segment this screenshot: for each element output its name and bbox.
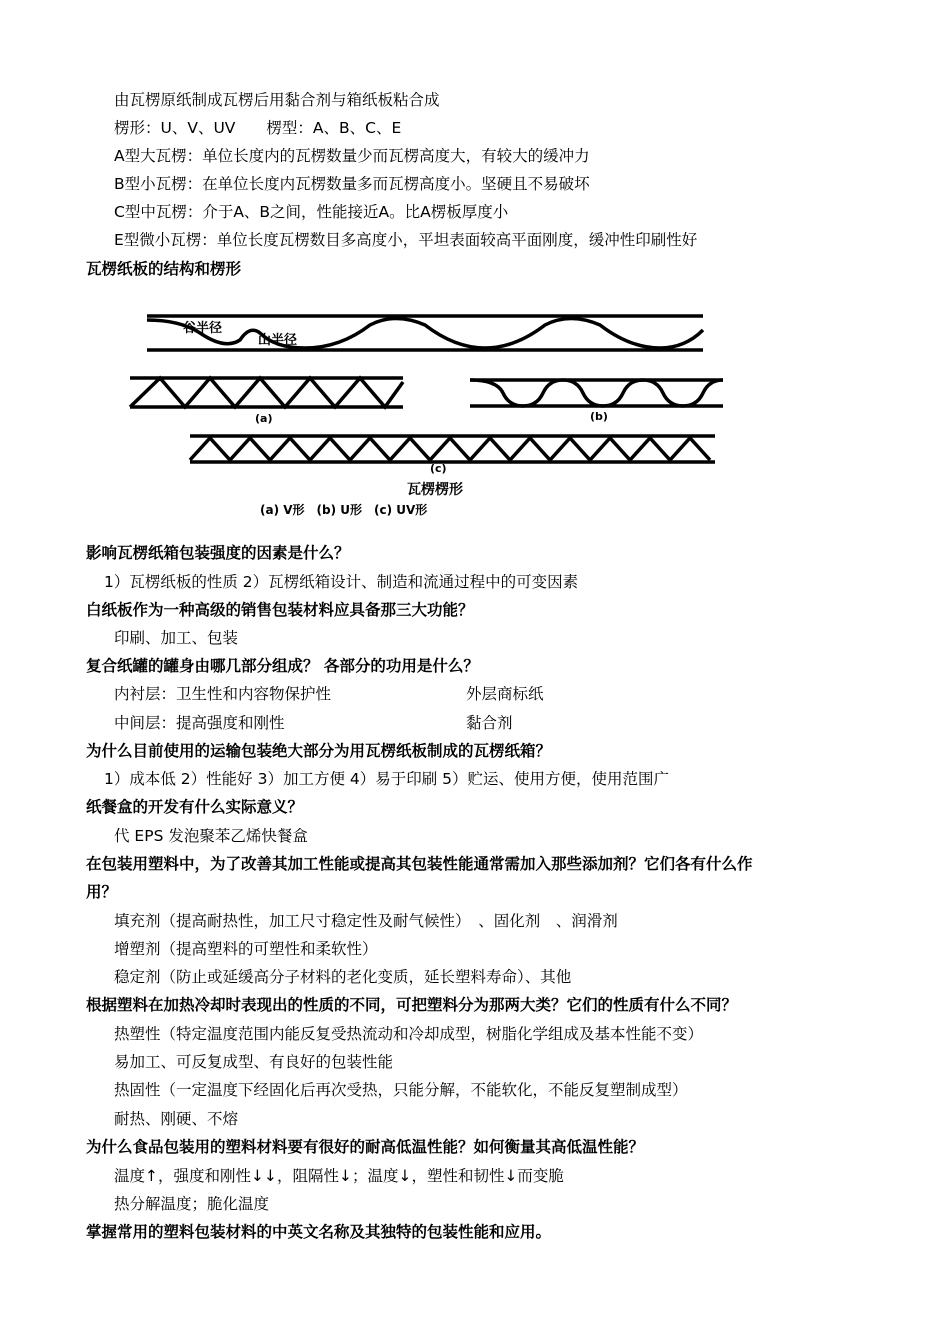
figure-caption: 瓦楞楞形 [407, 482, 463, 498]
answer-1: 1）瓦楞纸板的性质 2）瓦楞纸箱设计、制造和流通过程中的可变因素 [104, 573, 579, 591]
label-peak-radius: 山半径 [258, 333, 298, 348]
label-b: (b) [590, 410, 608, 423]
uv-flute [190, 438, 710, 460]
answer-6-1: 填充剂（提高耐热性，加工尺寸稳定性及耐气候性） 、固化剂 、润滑剂 [114, 912, 618, 930]
v-flute [130, 378, 403, 407]
heading-structure: 瓦楞纸板的结构和楞形 [86, 260, 242, 278]
answer-4: 1）成本低 2）性能好 3）加工方便 4）易于印刷 5）贮运、使用方便，使用范围广 [104, 770, 670, 788]
answer-6-3: 稳定剂（防止或延缓高分子材料的老化变质，延长塑料寿命）、其他 [114, 968, 572, 986]
question-8: 为什么食品包装用的塑料材料要有很好的耐高低温性能？如何衡量其高低温性能？ [86, 1138, 645, 1156]
answer-3-row-2 [114, 712, 513, 734]
answer-6-2: 增塑剂（提高塑料的可塑性和柔软性） [114, 940, 378, 958]
wave-curve [147, 319, 703, 349]
answer-7-3: 热固性（一定温度下经固化后再次受热，只能分解，不能软化，不能反复塑制成型） [114, 1081, 688, 1099]
intro-line-6: E型微小瓦楞：单位长度瓦楞数目多高度小，平坦表面较高平面刚度，缓冲性印刷性好 [114, 231, 698, 249]
question-2: 白纸板作为一种高级的销售包装材料应具备那三大功能？ [86, 601, 474, 619]
figure-caption-sub: (a) V形 (b) U形 (c) UV形 [260, 503, 428, 517]
answer-2: 印刷、加工、包装 [114, 629, 239, 647]
label-c: (c) [430, 462, 447, 475]
answer-7-4: 耐热、刚硬、不熔 [114, 1110, 239, 1128]
intro-line-1: 由瓦楞原纸制成瓦楞后用黏合剂与箱纸板粘合成 [114, 91, 440, 109]
answer-7-1: 热塑性（特定温度范围内能反复受热流动和冷却成型，树脂化学组成及基本性能不变） [114, 1025, 704, 1043]
question-7: 根据塑料在加热冷却时表现出的性质的不同，可把塑料分为那两大类？它们的性质有什么不同？ [86, 996, 738, 1014]
intro-line-3: A型大瓦楞：单位长度内的瓦楞数量少而瓦楞高度大，有较大的缓冲力 [114, 147, 590, 165]
intro-line-2: 楞形：U、V、UV 楞型：A、B、C、E [114, 119, 402, 137]
answer-5: 代 EPS 发泡聚苯乙烯快餐盒 [114, 827, 308, 845]
question-6-line-1: 在包装用塑料中，为了改善其加工性能或提高其包装性能通常需加入那些添加剂？它们各有什么作 [86, 855, 753, 873]
answer-3-inner-layer: 内衬层：卫生性和内容物保护性 [114, 685, 332, 703]
question-3: 复合纸罐的罐身由哪几部分组成？ 各部分的功用是什么？ [86, 657, 479, 675]
answer-3-outer-label: 外层商标纸 [466, 685, 544, 703]
question-1: 影响瓦楞纸箱包装强度的因素是什么？ [86, 544, 350, 562]
answer-3-middle-layer: 中间层：提高强度和刚性 [114, 714, 285, 732]
label-valley-radius: 谷半径 [183, 321, 223, 336]
answer-8-1: 温度↑，强度和刚性↓↓，阻隔性↓；温度↓，塑性和韧性↓而变脆 [114, 1167, 564, 1185]
question-5: 纸餐盒的开发有什么实际意义？ [86, 798, 304, 816]
answer-3-adhesive: 黏合剂 [466, 714, 513, 732]
u-flute [470, 380, 723, 406]
question-4: 为什么目前使用的运输包装绝大部分为用瓦楞纸板制成的瓦楞纸箱？ [86, 742, 552, 760]
corrugation-figure [125, 300, 725, 525]
answer-7-2: 易加工、可反复成型、有良好的包装性能 [114, 1053, 394, 1071]
intro-line-5: C型中瓦楞：介于A、B之间，性能接近A。比A楞板厚度小 [114, 203, 509, 221]
corrugation-diagram [125, 300, 725, 525]
intro-line-4: B型小瓦楞：在单位长度内瓦楞数量多而瓦楞高度小。坚硬且不易破坏 [114, 175, 590, 193]
answer-8-2: 热分解温度；脆化温度 [114, 1195, 270, 1213]
answer-3-row-1 [114, 683, 544, 705]
question-9: 掌握常用的塑料包装材料的中英文名称及其独特的包装性能和应用。 [86, 1223, 552, 1241]
label-a: (a) [255, 412, 273, 425]
question-6-line-2: 用？ [86, 883, 118, 901]
